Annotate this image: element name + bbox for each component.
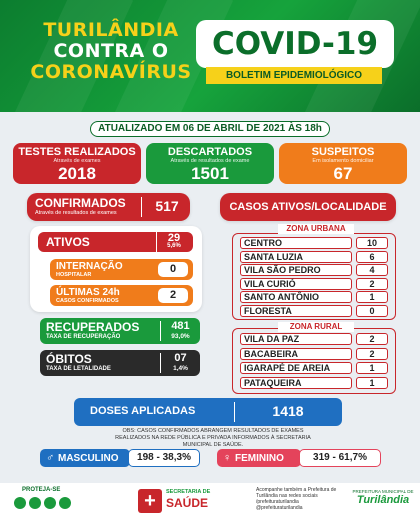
ativos-label: ATIVOS — [46, 235, 90, 249]
locality-name: BACABEIRA — [240, 348, 352, 360]
stat-suspeitos-sub: Em isolamento domiciliar — [312, 158, 374, 164]
acompanhe-line-2: Turilândia nas redes sociais — [256, 493, 318, 499]
stat-suspeitos — [279, 143, 407, 184]
obitos-value: 07 — [174, 352, 187, 364]
obitos-sub: TAXA DE LETALIDADE — [46, 366, 111, 372]
locality-value: 1 — [356, 377, 388, 389]
turilandia-logo — [352, 489, 414, 506]
logo-sub: PREFEITURA MUNICIPAL DE — [352, 489, 414, 494]
stat-testes-value: 2018 — [58, 164, 96, 183]
locality-value: 0 — [356, 305, 388, 317]
stat-descartados — [146, 143, 274, 184]
locality-name: VILA CURIÓ — [240, 278, 352, 290]
feminino-label: FEMININO — [235, 453, 284, 464]
recuperados-pct: 93,0% — [171, 333, 190, 340]
locality-value: 4 — [356, 264, 388, 276]
locality-name: CENTRO — [240, 237, 352, 249]
proteja-label: PROTEJA-SE — [22, 487, 61, 493]
boletim-label: BOLETIM EPIDEMIOLÓGICO — [206, 67, 382, 84]
feminino-value: 319 - 61,7% — [299, 449, 381, 467]
locality-row — [240, 348, 390, 360]
locality-value: 2 — [356, 348, 388, 360]
handwash-icon — [29, 497, 41, 509]
stat-testes — [13, 143, 141, 184]
divider — [160, 353, 161, 373]
campaign-title — [26, 20, 196, 83]
locality-row — [240, 251, 390, 263]
locality-name: FLORESTA — [240, 305, 352, 317]
locality-name: SANTA LUZIA — [240, 251, 352, 263]
locality-row — [240, 377, 390, 389]
stat-testes-label: TESTES REALIZADOS — [18, 146, 136, 158]
locality-name: VILA DA PAZ — [240, 333, 352, 345]
locality-value: 1 — [356, 362, 388, 374]
social-handle-2[interactable]: @prefeituraturilandia — [256, 505, 303, 511]
health-cross-icon: + — [138, 489, 162, 513]
home-icon — [59, 497, 71, 509]
obitos-label: ÓBITOS — [46, 352, 92, 366]
locality-value: 2 — [356, 278, 388, 290]
locality-row — [240, 333, 390, 345]
female-icon: ♀ — [223, 452, 232, 464]
recuperados-bar — [40, 318, 200, 344]
stat-descartados-label: DESCARTADOS — [167, 146, 253, 158]
recuperados-value: 481 — [171, 320, 190, 332]
internacao-value: 0 — [158, 262, 188, 277]
social-info — [256, 487, 356, 511]
confirmados-sub: Através de resultados de exames — [35, 210, 117, 216]
obs-text: OBS: CASOS CONFIRMADOS ABRANGEM RESULTADOS DE EXAMES REALIZADOS NA REDE PÚBLICA E PRIVADA INFORMADOS À SECRETARIA MUNICIPAL DE SAÚDE. — [115, 428, 311, 448]
update-timestamp: ATUALIZADO EM 06 DE ABRIL DE 2021 ÀS 18h — [90, 121, 330, 137]
mask-icon — [14, 497, 26, 509]
locality-name: SANTO ANTÔNIO — [240, 291, 352, 303]
title-line-1: TURILÂNDIA — [43, 19, 179, 41]
ativos-pct: 5,6% — [167, 243, 181, 249]
localidade-header — [220, 193, 396, 221]
zona-rural-title: ZONA RURAL — [278, 322, 354, 332]
header-banner — [0, 0, 420, 112]
locality-name: IGARAPÉ DE AREIA — [240, 362, 352, 374]
stat-suspeitos-value: 67 — [333, 164, 353, 183]
protection-icons — [14, 497, 71, 509]
locality-row — [240, 291, 390, 303]
saude-label: SAÚDE — [166, 496, 209, 510]
locality-value: 6 — [356, 251, 388, 263]
masculino-label: MASCULINO — [58, 453, 119, 464]
ultimas-value: 2 — [158, 288, 188, 303]
locality-name: VILA SÃO PEDRO — [240, 264, 352, 276]
recuperados-sub: TAXA DE RECUPERAÇÃO — [46, 334, 121, 340]
ativos-value: 29 — [167, 232, 181, 244]
locality-name: PATAQUEIRA — [240, 377, 352, 389]
divider — [160, 321, 161, 341]
doses-value: 1418 — [272, 403, 304, 419]
footer — [0, 483, 420, 525]
obitos-bar — [40, 350, 200, 376]
ultimas-label: ÚLTIMAS 24h — [56, 287, 120, 298]
localidade-title: CASOS ATIVOS/LOCALIDADE — [229, 201, 387, 213]
divider — [141, 197, 142, 217]
logo-text: Turilândia — [356, 494, 410, 506]
title-line-2: CONTRA O — [53, 40, 169, 62]
zona-urbana-title: ZONA URBANA — [278, 224, 354, 234]
locality-value: 10 — [356, 237, 388, 249]
confirmados-value: 517 — [155, 198, 179, 214]
locality-row — [240, 264, 390, 276]
ativos-card — [30, 226, 202, 312]
divider — [156, 232, 157, 252]
internacao-bar — [50, 259, 193, 280]
confirmados-card — [27, 193, 190, 221]
internacao-label: INTERNAÇÃO — [56, 261, 123, 272]
stat-descartados-value: 1501 — [191, 164, 229, 183]
divider — [234, 402, 235, 422]
internacao-sub: HOSPITALAR — [56, 272, 92, 278]
covid-title: COVID-19 — [196, 20, 394, 68]
social-handle-1[interactable]: /prefeituraturilandia — [256, 499, 299, 505]
confirmados-label: CONFIRMADOS — [35, 196, 126, 210]
locality-value: 1 — [356, 291, 388, 303]
ultimas-sub: CASOS CONFIRMADOS — [56, 298, 119, 304]
locality-row — [240, 362, 390, 374]
masculino-value: 198 - 38,3% — [128, 449, 200, 467]
feminino-pill — [217, 449, 301, 467]
acompanhe-line-1: Acompanhe também a Prefeitura de — [256, 487, 337, 493]
stat-descartados-sub: Através de resultados de exame — [170, 158, 250, 164]
stat-suspeitos-label: SUSPEITOS — [311, 146, 375, 158]
locality-row — [240, 278, 390, 290]
obitos-pct: 1,4% — [173, 365, 188, 372]
locality-row — [240, 305, 390, 317]
doses-label: DOSES APLICADAS — [90, 405, 196, 417]
locality-row — [240, 237, 390, 249]
distance-icon — [44, 497, 56, 509]
male-icon: ♂ — [46, 452, 55, 464]
masculino-pill — [40, 449, 130, 467]
ativos-bar — [38, 232, 193, 252]
doses-bar — [74, 398, 342, 426]
ultimas-bar — [50, 285, 193, 306]
stat-testes-sub: Através de exames — [53, 158, 101, 164]
secretaria-label: SECRETARIA DE — [166, 489, 211, 495]
title-line-3: CORONAVÍRUS — [30, 61, 192, 83]
recuperados-label: RECUPERADOS — [46, 320, 140, 334]
locality-value: 2 — [356, 333, 388, 345]
